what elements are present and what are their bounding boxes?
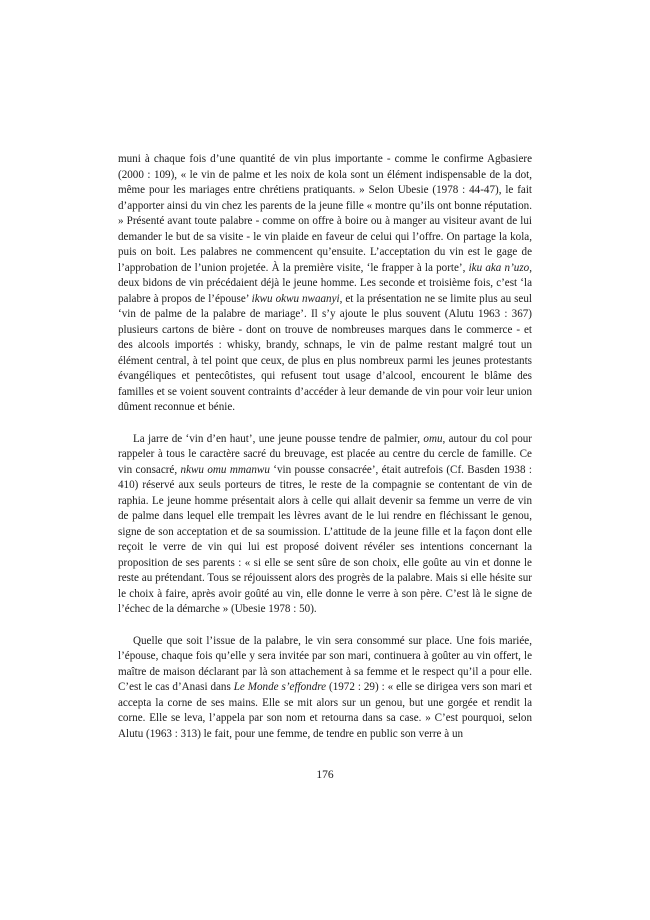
italic-term: nkwu omu mmanwu (180, 463, 270, 476)
text-run: muni à chaque fois d’une quantité de vin plus importante - comme le confirme Agbasiere (2000 : 109), « le vin de palme et les noix de kola sont un élément indispensable de la dot, même pour les mariages entre chrétiens pratiquants. » Selon Ubesie (1978 : 44-47), le fait d’apporter ainsi du vin chez les parents de la jeune fille « montre qu’ils ont bonne réputation. » Présenté avant toute palabre - comme on offre à boire ou à manger au visiteur avant de lui demander le but de sa visite - le vin plaide en faveur de celui qui l’offre. On partage la kola, puis on boit. Les palabres ne commencent qu’ensuite. L’acceptation du vin est le gage de l’approbation de l’union projetée. À la première visite, ‘le frapper à la porte’, (118, 153, 532, 274)
paragraph (118, 634, 532, 743)
text-run: , et la présentation ne se limite plus au seul ‘vin de palme de la palabre de mariage’. Il s’y ajoute le plus souvent (Alutu 1963 : 367) plusieurs cartons de bière - dont on trouve de nombreuses marques dans le commerce - et des alcools importés : whisky, brandy, schnaps, le vin de palme restant malgré tout un élément central, à tel point que ceux, de plus en plus nombreux parmi les jeunes protestants évangéliques et pentecôtistes, qui refusent tout usage d’alcool, encourent le blâme des familles et se voient souvent contraints d’accéder à leur demande de vin pour voir leur union dûment reconnue et bénie. (118, 292, 532, 413)
text-run: La jarre de ‘vin d’en haut’, une jeune pousse tendre de palmier, (133, 432, 424, 445)
page-number: 176 (316, 769, 334, 781)
italic-title: Le Monde s’effondre (233, 681, 327, 693)
italic-term: ikwu okwu nwaanyi (251, 292, 340, 305)
text-run: ‘vin pousse consacrée’, était autrefois (Cf. Basden 1938 : 410) réservé aux seuls porteurs de titres, le reste de la compagnie se contentant de vin de raphia. Le jeune homme présentait alors à celle qui allait devenir sa femme un verre de vin de palme dans lequel elle trempait les lèvres avant de le lui rendre en fléchissant le genou, signe de son acceptation et de sa soumission. L’attitude de la jeune fille et la façon dont elle reçoit le verre de vin qui lui est proposé doivent révéler ses intentions concernant la proposition de ses parents : « si elle se sent sûre de son choix, elle goûte au vin et donne le reste au prétendant. Tous se réjouissent alors des progrès de la palabre. Mais si elle hésite sur le choix à faire, après avoir goûté au vin, elle donne le verre à son père. C’est là le signe de l’échec de la démarche » (Ubesie 1978 : 50). (118, 463, 532, 615)
text-run: (1972 : 29) : « elle se dirigea vers son mari et accepta la corne de ses mains. Elle se mit alors sur un genou, but une gorgée et rendit la corne. Elle se leva, l’appela par son nom et retourna dans sa case. » C’est pourquoi, selon Alutu (1963 : 313) le fait, pour une femme, de tendre en public son verre à un (118, 681, 532, 740)
paragraph (118, 152, 532, 416)
body-text (118, 152, 532, 742)
italic-term: iku aka n’uzo (468, 261, 530, 274)
text-run: Quelle que soit l’issue de la palabre, le vin sera consommé sur place. Une fois mariée, l’épouse, chaque fois qu’elle y sera invitée par son mari, continuera à goûter au vin offert, le maître de maison déclarant par là son attachement à sa femme et le respect qu’il a pour elle. C’est le cas d’Anasi dans (118, 634, 532, 693)
paragraph (118, 432, 532, 618)
text-run: , deux bidons de vin précédaient déjà le jeune homme. Les seconde et troisième fois, c’est ‘la palabre à propos de l’épouse’ (118, 261, 532, 305)
text-run: , autour du col pour rappeler à tous le caractère sacré du breuvage, est placée au centre du cercle de famille. Ce vin consacré, (118, 432, 532, 476)
italic-term: omu (423, 432, 443, 445)
